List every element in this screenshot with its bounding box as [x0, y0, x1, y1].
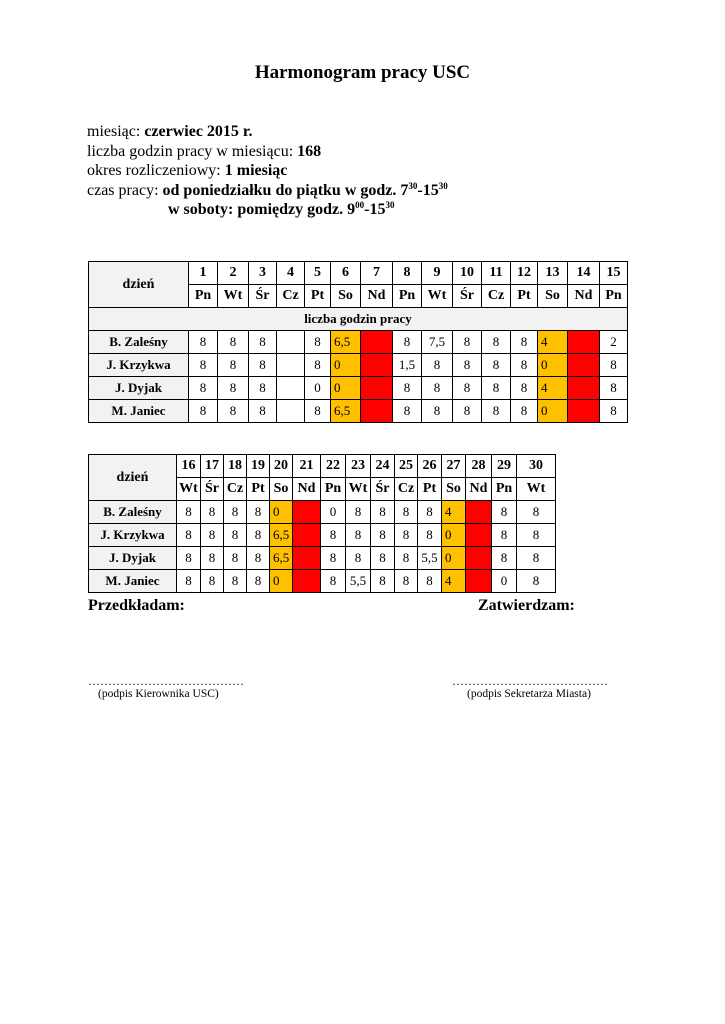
sunday-cell	[466, 547, 492, 570]
hours-cell: 8	[517, 570, 556, 593]
hours-cell: 8	[218, 354, 249, 377]
saturday-hours	[168, 201, 394, 218]
signature-caption-left: (podpis Kierownika USC)	[98, 688, 219, 700]
day-number: 25	[395, 455, 418, 478]
weekday-abbrev: Śr	[201, 478, 224, 501]
sunday-cell	[293, 570, 321, 593]
weekday-abbrev: Pn	[189, 285, 218, 308]
day-number: 17	[201, 455, 224, 478]
hours-cell: 8	[218, 377, 249, 400]
day-number: 21	[293, 455, 321, 478]
hours-cell: 2	[600, 331, 628, 354]
month-line	[87, 122, 448, 142]
hours-cell: 8	[247, 570, 270, 593]
hours-cell: 8	[482, 331, 511, 354]
hours-label: liczba godzin pracy w miesiącu:	[87, 142, 298, 160]
hours-value: 168	[297, 142, 322, 160]
day-number: 12	[511, 262, 538, 285]
hours-cell: 8	[305, 354, 331, 377]
hours-cell: 8	[218, 400, 249, 423]
weekday-abbrev: Cz	[482, 285, 511, 308]
weekday-abbrev: Śr	[371, 478, 395, 501]
hours-cell: 8	[418, 524, 442, 547]
hours-cell: 8	[321, 524, 346, 547]
hours-cell: 5,5	[418, 547, 442, 570]
signature-line-left: …………………………………	[88, 674, 244, 688]
weekday-abbrev: Nd	[361, 285, 393, 308]
hours-cell: 8	[224, 501, 247, 524]
sunday-cell	[293, 524, 321, 547]
saturday-hours-cell: 0	[270, 501, 293, 524]
hours-cell: 8	[511, 400, 538, 423]
day-number: 2	[218, 262, 249, 285]
weekday-start-minutes: 30	[408, 180, 418, 191]
day-number: 23	[346, 455, 371, 478]
day-number: 3	[249, 262, 277, 285]
employee-name: B. Zaleśny	[89, 331, 189, 354]
sunday-cell	[293, 501, 321, 524]
employee-row	[89, 547, 556, 570]
weekday-abbrev: Wt	[177, 478, 201, 501]
hours-cell: 8	[492, 501, 517, 524]
hours-cell: 8	[247, 501, 270, 524]
sunday-cell	[361, 377, 393, 400]
weekday-abbrev: Pt	[511, 285, 538, 308]
weekday-abbrev: Pt	[305, 285, 331, 308]
hours-cell: 8	[422, 400, 453, 423]
employee-row	[89, 524, 556, 547]
weekday-end-hour: -15	[417, 181, 439, 199]
day-number: 15	[600, 262, 628, 285]
day-number: 9	[422, 262, 453, 285]
hours-cell: 8	[218, 331, 249, 354]
hours-cell: 8	[482, 400, 511, 423]
saturday-hours-cell: 0	[442, 547, 466, 570]
hours-cell: 8	[482, 354, 511, 377]
hours-cell: 8	[247, 547, 270, 570]
hours-cell: 8	[201, 570, 224, 593]
hours-cell	[277, 331, 305, 354]
day-number: 11	[482, 262, 511, 285]
saturday-hours-cell: 4	[538, 377, 568, 400]
hours-cell: 8	[600, 377, 628, 400]
day-number: 13	[538, 262, 568, 285]
weekday-abbrev: Nd	[293, 478, 321, 501]
weekday-abbrev: Cz	[224, 478, 247, 501]
saturday-hours-cell: 0	[538, 354, 568, 377]
hours-cell: 8	[492, 524, 517, 547]
weekday-hours	[163, 182, 448, 199]
hours-cell: 8	[418, 570, 442, 593]
hours-cell: 8	[511, 377, 538, 400]
hours-cell: 8	[201, 524, 224, 547]
employee-name: M. Janiec	[89, 400, 189, 423]
schedule-table-days-16-30	[88, 454, 556, 593]
hours-cell: 8	[453, 400, 482, 423]
weekday-abbrev: Cz	[395, 478, 418, 501]
saturday-hours-cell: 6,5	[331, 400, 361, 423]
hours-cell: 1,5	[393, 354, 422, 377]
hours-cell: 8	[395, 547, 418, 570]
employee-row	[89, 570, 556, 593]
weekday-abbrev: Nd	[466, 478, 492, 501]
hours-cell: 8	[177, 570, 201, 593]
hours-cell: 8	[511, 331, 538, 354]
day-number: 19	[247, 455, 270, 478]
saturday-hours-cell: 0	[442, 524, 466, 547]
day-number-row	[89, 455, 556, 478]
saturday-hours-cell: 6,5	[331, 331, 361, 354]
saturday-start-minutes: 00	[355, 200, 365, 210]
sunday-cell	[568, 331, 600, 354]
period-line	[87, 161, 448, 181]
hours-cell: 8	[393, 400, 422, 423]
day-number: 1	[189, 262, 218, 285]
employee-name: J. Dyjak	[89, 377, 189, 400]
hours-cell: 7,5	[422, 331, 453, 354]
month-value: czerwiec 2015 r.	[144, 123, 253, 140]
hours-cell: 8	[395, 501, 418, 524]
weekday-abbrev: So	[538, 285, 568, 308]
employee-row	[89, 501, 556, 524]
submit-label: Przedkładam:	[88, 597, 185, 614]
hours-cell: 8	[393, 331, 422, 354]
schedule-table-days-1-15	[88, 261, 628, 423]
hours-cell: 8	[395, 570, 418, 593]
hours-cell: 8	[224, 547, 247, 570]
weekday-abbrev: Pn	[492, 478, 517, 501]
hours-subheader-row	[89, 308, 628, 331]
hours-cell: 8	[201, 501, 224, 524]
weekday-abbrev: Wt	[517, 478, 556, 501]
hours-cell: 8	[600, 400, 628, 423]
day-number: 5	[305, 262, 331, 285]
hours-cell: 8	[224, 570, 247, 593]
hours-cell: 8	[517, 547, 556, 570]
hours-cell: 8	[453, 331, 482, 354]
hours-cell: 8	[492, 547, 517, 570]
day-number: 14	[568, 262, 600, 285]
worktime-line	[87, 181, 448, 201]
weekday-abbrev: Pn	[393, 285, 422, 308]
saturday-hours-cell: 0	[331, 377, 361, 400]
employee-name: M. Janiec	[89, 570, 177, 593]
saturday-hours-cell: 4	[442, 501, 466, 524]
approve-label: Zatwierdzam:	[478, 597, 575, 614]
weekday-abbrev: Śr	[249, 285, 277, 308]
weekday-abbrev: Pt	[247, 478, 270, 501]
hours-cell: 8	[393, 377, 422, 400]
day-number: 28	[466, 455, 492, 478]
month-label: miesiąc:	[87, 123, 145, 140]
period-value: 1 miesiąc	[224, 162, 288, 179]
worktime-label: czas pracy:	[87, 181, 163, 199]
employee-name: J. Dyjak	[89, 547, 177, 570]
hours-cell: 8	[517, 524, 556, 547]
hours-cell: 8	[321, 570, 346, 593]
sunday-cell	[466, 570, 492, 593]
weekday-abbrev: Śr	[453, 285, 482, 308]
weekday-abbrev: Pn	[321, 478, 346, 501]
hours-cell: 8	[177, 547, 201, 570]
schedule-info	[87, 122, 448, 220]
weekday-abbrev: So	[442, 478, 466, 501]
hours-cell: 5,5	[346, 570, 371, 593]
hours-cell: 8	[422, 377, 453, 400]
hours-cell: 8	[249, 354, 277, 377]
employee-row	[89, 354, 628, 377]
saturday-end-minutes: 30	[385, 200, 395, 210]
hours-cell: 8	[247, 524, 270, 547]
signature-caption-right: (podpis Sekretarza Miasta)	[467, 688, 591, 700]
hours-cell: 8	[189, 377, 218, 400]
weekday-abbrev: So	[270, 478, 293, 501]
hours-cell: 8	[189, 354, 218, 377]
hours-cell: 0	[305, 377, 331, 400]
day-number: 7	[361, 262, 393, 285]
day-number: 18	[224, 455, 247, 478]
hours-cell: 0	[321, 501, 346, 524]
sunday-cell	[568, 400, 600, 423]
day-number: 22	[321, 455, 346, 478]
hours-cell: 8	[371, 547, 395, 570]
day-number: 16	[177, 455, 201, 478]
day-header-label: dzień	[89, 262, 189, 308]
hours-cell: 8	[249, 377, 277, 400]
weekday-abbrev: Pn	[600, 285, 628, 308]
hours-cell: 8	[189, 400, 218, 423]
hours-cell: 8	[249, 400, 277, 423]
hours-line	[87, 142, 448, 162]
saturday-end-hour: -15	[364, 201, 386, 218]
hours-cell: 8	[453, 377, 482, 400]
hours-cell: 8	[418, 501, 442, 524]
period-label: okres rozliczeniowy:	[87, 162, 225, 179]
hours-cell: 8	[249, 331, 277, 354]
sunday-cell	[361, 354, 393, 377]
sunday-cell	[568, 354, 600, 377]
day-number-row	[89, 262, 628, 285]
hours-cell: 0	[492, 570, 517, 593]
weekday-abbrev: Pt	[418, 478, 442, 501]
weekday-abbrev: Wt	[346, 478, 371, 501]
day-number: 30	[517, 455, 556, 478]
sunday-cell	[466, 524, 492, 547]
day-number: 26	[418, 455, 442, 478]
saturday-hours-cell: 0	[270, 570, 293, 593]
hours-cell: 8	[511, 354, 538, 377]
saturday-line	[87, 200, 448, 220]
hours-cell: 8	[517, 501, 556, 524]
employee-name: B. Zaleśny	[89, 501, 177, 524]
hours-cell: 8	[189, 331, 218, 354]
hours-cell: 8	[395, 524, 418, 547]
weekday-text: od poniedziałku do piątku w godz. 7	[162, 181, 409, 199]
sunday-cell	[568, 377, 600, 400]
weekday-abbrev: Nd	[568, 285, 600, 308]
hours-cell: 8	[600, 354, 628, 377]
hours-cell: 8	[482, 377, 511, 400]
hours-cell: 8	[224, 524, 247, 547]
saturday-text: w soboty: pomiędzy godz. 9	[168, 201, 356, 218]
saturday-hours-cell: 4	[442, 570, 466, 593]
hours-cell: 8	[305, 400, 331, 423]
saturday-hours-cell: 0	[331, 354, 361, 377]
hours-cell: 8	[321, 547, 346, 570]
hours-cell: 8	[305, 331, 331, 354]
weekday-abbrev: Wt	[422, 285, 453, 308]
hours-cell: 8	[346, 501, 371, 524]
saturday-hours-cell: 6,5	[270, 524, 293, 547]
hours-cell: 8	[422, 354, 453, 377]
saturday-hours-cell: 0	[538, 400, 568, 423]
saturday-hours-cell: 6,5	[270, 547, 293, 570]
day-number: 8	[393, 262, 422, 285]
hours-cell: 8	[346, 547, 371, 570]
saturday-hours-cell: 4	[538, 331, 568, 354]
hours-cell: 8	[177, 501, 201, 524]
hours-cell: 8	[371, 524, 395, 547]
weekday-abbrev: Cz	[277, 285, 305, 308]
weekday-abbrev: Wt	[218, 285, 249, 308]
day-number: 4	[277, 262, 305, 285]
hours-cell: 8	[201, 547, 224, 570]
employee-name: J. Krzykwa	[89, 524, 177, 547]
hours-cell	[277, 354, 305, 377]
sunday-cell	[361, 331, 393, 354]
day-number: 20	[270, 455, 293, 478]
weekday-end-minutes: 30	[438, 180, 448, 191]
sunday-cell	[293, 547, 321, 570]
day-number: 27	[442, 455, 466, 478]
employee-row	[89, 331, 628, 354]
document-title: Harmonogram pracy USC	[254, 62, 471, 83]
signature-line-right: …………………………………	[452, 674, 608, 688]
weekday-abbrev: So	[331, 285, 361, 308]
hours-cell	[277, 377, 305, 400]
hours-cell: 8	[371, 501, 395, 524]
sunday-cell	[466, 501, 492, 524]
day-number: 6	[331, 262, 361, 285]
hours-cell: 8	[371, 570, 395, 593]
hours-cell: 8	[453, 354, 482, 377]
hours-subheader: liczba godzin pracy	[89, 308, 628, 331]
day-number: 24	[371, 455, 395, 478]
day-number: 29	[492, 455, 517, 478]
hours-cell: 8	[346, 524, 371, 547]
employee-row	[89, 377, 628, 400]
employee-name: J. Krzykwa	[89, 354, 189, 377]
day-header-label: dzień	[89, 455, 177, 501]
sunday-cell	[361, 400, 393, 423]
employee-row	[89, 400, 628, 423]
hours-cell	[277, 400, 305, 423]
day-number: 10	[453, 262, 482, 285]
hours-cell: 8	[177, 524, 201, 547]
